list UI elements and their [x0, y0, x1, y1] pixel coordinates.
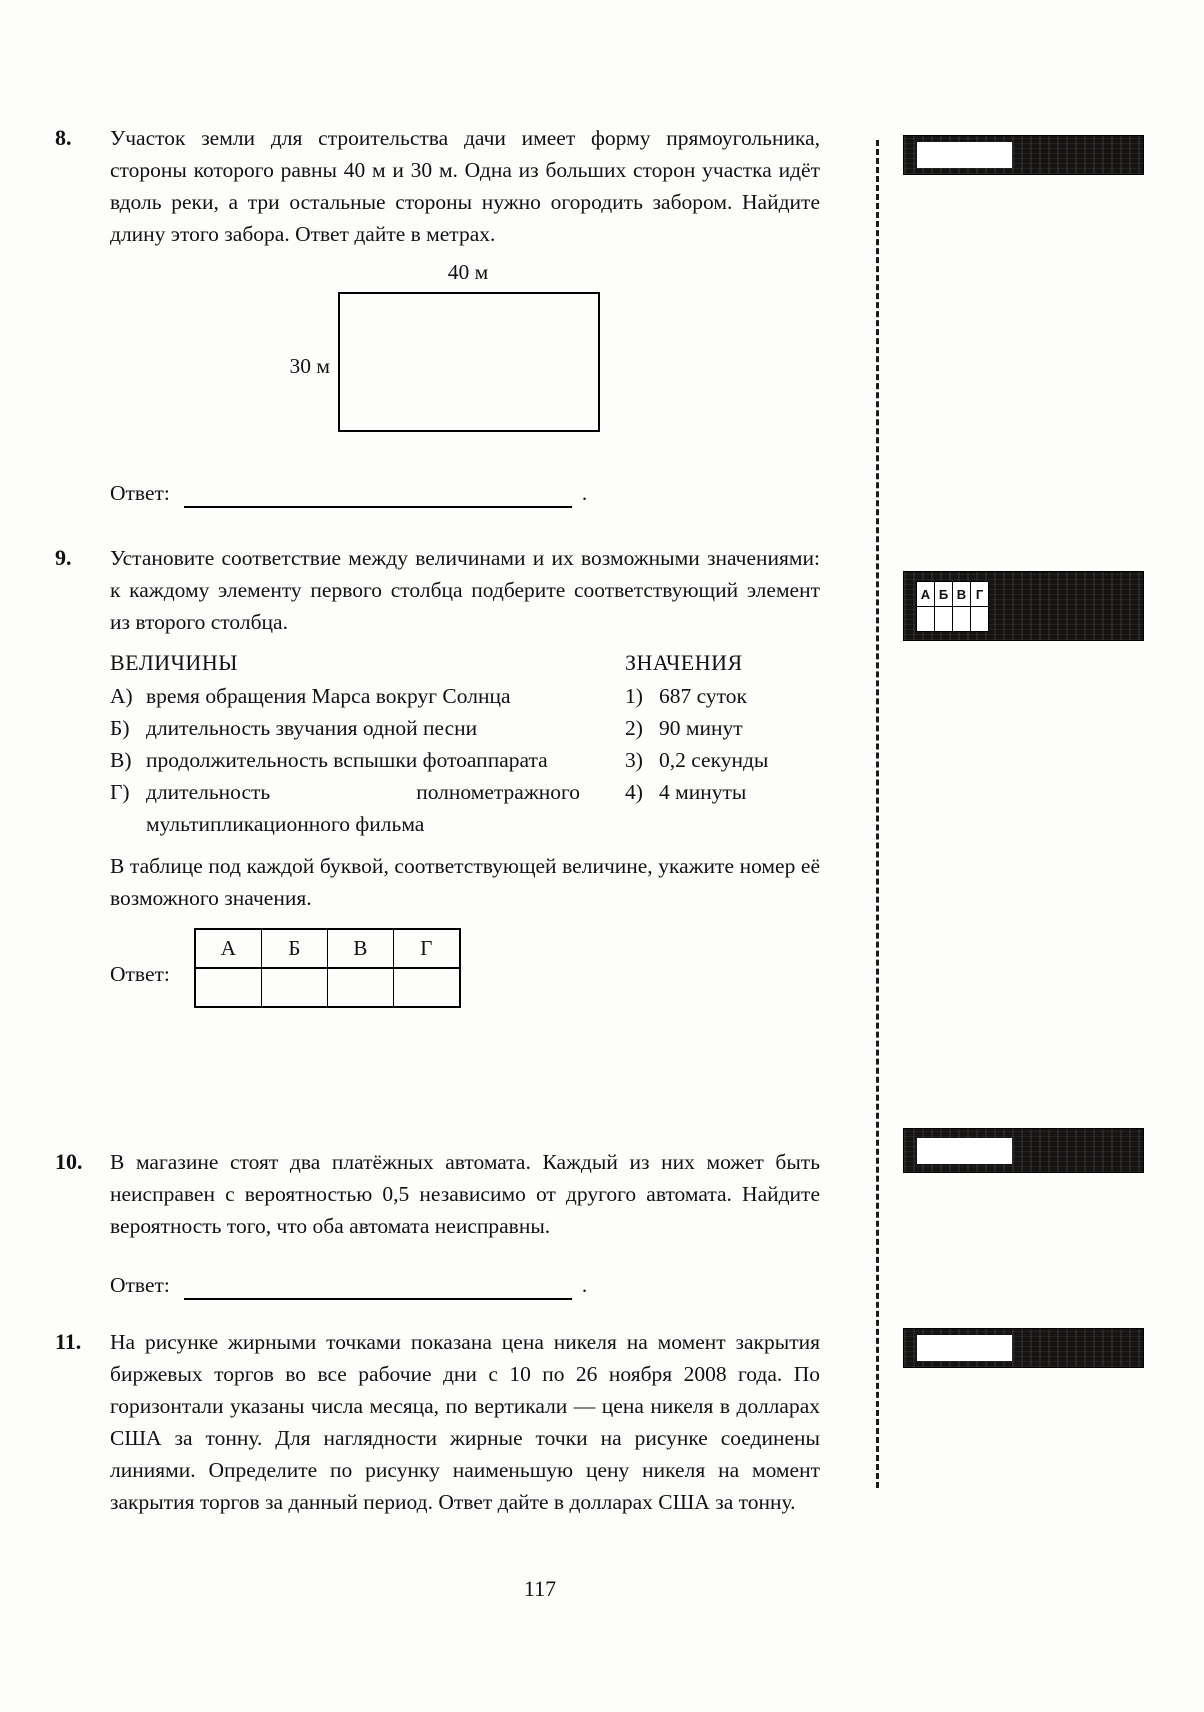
item-letter: А): [110, 684, 133, 708]
answer-cell-b[interactable]: [261, 968, 327, 1007]
answer-table-header-b: Б: [261, 929, 327, 968]
quantity-item-v: [110, 744, 580, 776]
margin-header-a: А: [917, 582, 935, 607]
value-text: 687 суток: [659, 684, 747, 708]
item-letter: Б): [110, 716, 130, 740]
margin-cell-b[interactable]: [935, 607, 953, 632]
values-column: [625, 646, 805, 840]
problem-8-answer-row: [110, 478, 820, 508]
rectangle-height-label: 30 м: [289, 354, 330, 378]
problem-11-text: На рисунке жирными точками показана цена никеля на момент закрытия биржевых торгов во все рабочие дни с 10 по 26 ноября 2008 года. По горизонтали указаны числа месяца, по вертикали — цена никеля в долларах США за тонну. Для наглядности жирные точки на рисунке соединены линиями. Определите по рисунку наименьшую цену никеля на момент закрытия торгов за данный период. Ответ дайте в долларах США за тонну.: [110, 1330, 820, 1514]
rectangle-shape: [338, 292, 600, 432]
value-number: 4): [625, 780, 643, 804]
answer-cell-v[interactable]: [327, 968, 393, 1007]
margin-answer-box-10: [904, 1129, 1143, 1172]
margin-cell-g[interactable]: [971, 607, 989, 632]
item-text: время обращения Марса вокруг Солнца: [146, 684, 511, 708]
item-letter: Г): [110, 780, 130, 804]
cut-dashed-line: [876, 140, 879, 1488]
answer-table-header-a: А: [195, 929, 262, 968]
answer-blank-line[interactable]: [184, 1272, 572, 1300]
problem-9-text: Установите соответствие между величинами и их возможными значениями: к каждому элементу первого столбца подберите соответствующий элемент из второго столбца.: [110, 546, 820, 634]
value-item-3: [625, 744, 805, 776]
answer-blank-line[interactable]: [184, 480, 572, 508]
problem-10: [55, 1146, 820, 1300]
problem-10-text: В магазине стоят два платёжных автомата. Каждый из них может быть неисправен с вероятностью 0,5 независимо от другого автомата. Найдите вероятность того, что оба автомата неисправны.: [110, 1150, 820, 1238]
answer-table-header-v: В: [327, 929, 393, 968]
value-item-1: [625, 680, 805, 712]
item-text: длительность звучания одной песни: [146, 716, 478, 740]
item-text: длительность полнометражного мультипликационного фильма: [146, 780, 580, 836]
page-number: 117: [523, 1576, 557, 1601]
quantity-item-b: [110, 712, 580, 744]
value-item-2: [625, 712, 805, 744]
problem-11: [55, 1326, 820, 1518]
answer-cell-a[interactable]: [195, 968, 262, 1007]
problem-9: [55, 542, 820, 1008]
problem-9-answer-row: [110, 928, 820, 1008]
margin-table-input-row: [917, 607, 989, 632]
answer-table-header-g: Г: [393, 929, 460, 968]
problem-9-note: В таблице под каждой буквой, соответствующей величине, укажите номер её возможного значения.: [110, 854, 820, 910]
matching-columns: [110, 646, 820, 840]
answer-label: Ответ:: [110, 961, 170, 986]
value-number: 3): [625, 748, 643, 772]
margin-cell-v[interactable]: [953, 607, 971, 632]
problem-8-text: Участок земли для строительства дачи имеет форму прямоугольника, стороны которого равны 40 м и 30 м. Одна из больших сторон участка идёт вдоль реки, а три остальные стороны нужно огородить забором. Найдите длину этого забора. Ответ дайте в метрах.: [110, 126, 820, 246]
problem-8: [55, 122, 820, 508]
problem-8-number: 8.: [55, 125, 72, 150]
quantity-item-a: [110, 680, 580, 712]
value-item-4: [625, 776, 805, 808]
quantities-header: ВЕЛИЧИНЫ: [110, 650, 238, 675]
margin-answer-box-9: [904, 572, 1143, 640]
item-letter: В): [110, 748, 132, 772]
rectangle-width-label: 40 м: [447, 260, 489, 284]
answer-table: [194, 928, 461, 1008]
item-text: продолжительность вспышки фотоаппарата: [146, 748, 548, 772]
problem-10-answer-row: [110, 1270, 820, 1300]
value-number: 2): [625, 716, 643, 740]
quantity-item-g: [110, 776, 580, 840]
margin-header-g: Г: [971, 582, 989, 607]
answer-period: .: [581, 481, 588, 505]
answer-label: Ответ:: [110, 1273, 170, 1297]
margin-header-v: В: [953, 582, 971, 607]
answer-table-input-row: [195, 968, 460, 1007]
value-number: 1): [625, 684, 643, 708]
margin-answer-field-10[interactable]: [917, 1138, 1012, 1164]
answer-period: .: [581, 1273, 588, 1297]
margin-table-header-row: [917, 582, 989, 607]
margin-cell-a[interactable]: [917, 607, 935, 632]
value-text: 4 минуты: [659, 780, 747, 804]
quantities-column: [110, 646, 580, 840]
answer-label: Ответ:: [110, 481, 170, 505]
value-text: 0,2 секунды: [659, 748, 769, 772]
problem-10-number: 10.: [55, 1149, 83, 1174]
values-header: ЗНАЧЕНИЯ: [625, 650, 743, 675]
margin-answer-box-11: [904, 1329, 1143, 1367]
margin-header-b: Б: [935, 582, 953, 607]
margin-answer-box-8: [904, 136, 1143, 174]
problem-8-figure: [110, 260, 820, 456]
answer-cell-g[interactable]: [393, 968, 460, 1007]
margin-answer-field-11[interactable]: [917, 1335, 1012, 1361]
answer-table-header-row: [195, 929, 460, 968]
value-text: 90 минут: [659, 716, 743, 740]
margin-answer-table-9: [916, 581, 989, 632]
problem-11-number: 11.: [55, 1329, 82, 1354]
problem-9-number: 9.: [55, 545, 72, 570]
margin-answer-field-8[interactable]: [917, 142, 1012, 168]
